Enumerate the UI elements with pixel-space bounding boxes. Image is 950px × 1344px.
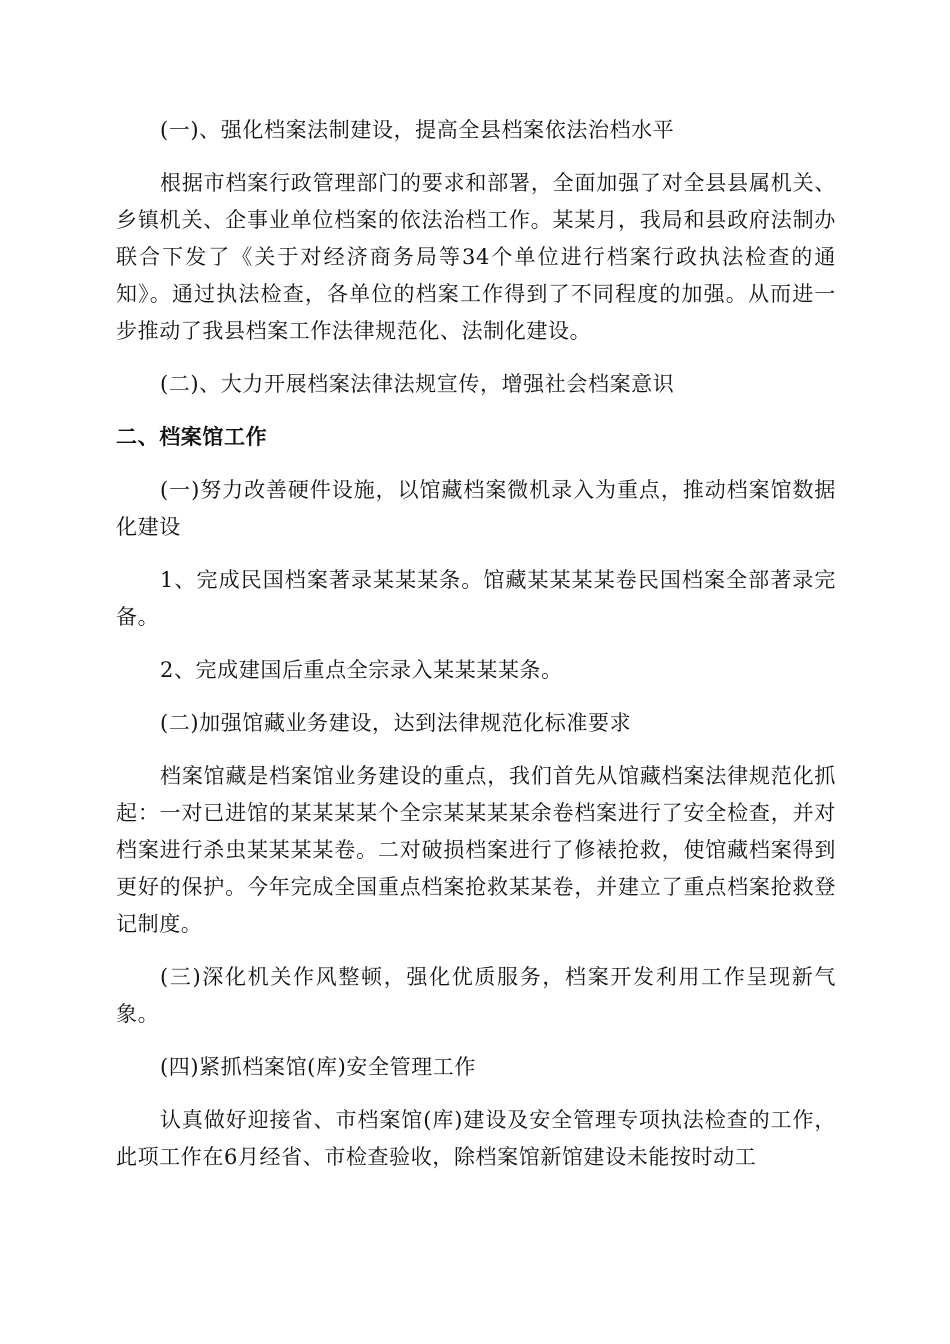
paragraph-gap <box>116 689 836 705</box>
chapter-heading-2: 二、档案馆工作 <box>116 425 268 449</box>
body-paragraph-1: 根据市档案行政管理部门的要求和部署，全面加强了对全县县属机关、乡镇机关、企事业单位档案的依法治档工作。某某月，我局和县政府法制办联合下发了《关于对经济商务局等34个单位进行档案行政执法检查的通知》。通过执法检查，各单位的档案工作得到了不同程度的加强。从而进一步推动了我县档案工作法律规范化、法制化建设。 <box>116 171 836 343</box>
body-paragraph-3: 认真做好迎接省、市档案馆(库)建设及安全管理专项执法检查的工作，此项工作在6月经省、市检查验收，除档案馆新馆建设未能按时动工 <box>116 1108 836 1169</box>
list-item-2: 2、完成建国后重点全宗录入某某某某条。 <box>160 658 563 682</box>
section-heading-2-4: (四)紧抓档案馆(库)安全管理工作 <box>160 1055 476 1079</box>
paragraph-gap <box>116 636 836 652</box>
section-heading-2-3: (三)深化机关作风整顿，强化优质服务，档案开发利用工作呈现新气象。 <box>116 965 836 1026</box>
paragraph-gap <box>116 350 836 366</box>
paragraph-gap <box>116 1086 836 1102</box>
section-heading-2-1: (一)努力改善硬件设施，以馆藏档案微机录入为重点，推动档案馆数据化建设 <box>116 478 836 539</box>
document-body <box>116 112 836 1176</box>
section-heading-2-2: (二)加强馆藏业务建设，达到法律规范化标准要求 <box>160 711 632 735</box>
paragraph-gap <box>116 149 836 165</box>
section-heading-1-2: (二)、大力开展档案法律法规宣传，增强社会档案意识 <box>160 372 675 396</box>
paragraph-gap <box>116 456 836 472</box>
list-item-1: 1、完成民国档案著录某某某条。馆藏某某某某卷民国档案全部著录完备。 <box>116 568 836 629</box>
paragraph-gap <box>116 742 836 758</box>
section-heading-1-1: (一)、强化档案法制建设，提高全县档案依法治档水平 <box>160 118 675 142</box>
paragraph-gap <box>116 546 836 562</box>
paragraph-gap <box>116 1033 836 1049</box>
paragraph-gap <box>116 403 836 419</box>
paragraph-gap <box>116 943 836 959</box>
body-paragraph-2: 档案馆藏是档案馆业务建设的重点，我们首先从馆藏档案法律规范化抓起：一对已进馆的某某某某个全宗某某某某余卷档案进行了安全检查，并对档案进行杀虫某某某某卷。二对破损档案进行了修裱抢救，使馆藏档案得到更好的保护。今年完成全国重点档案抢救某某卷，并建立了重点档案抢救登记制度。 <box>116 764 836 936</box>
